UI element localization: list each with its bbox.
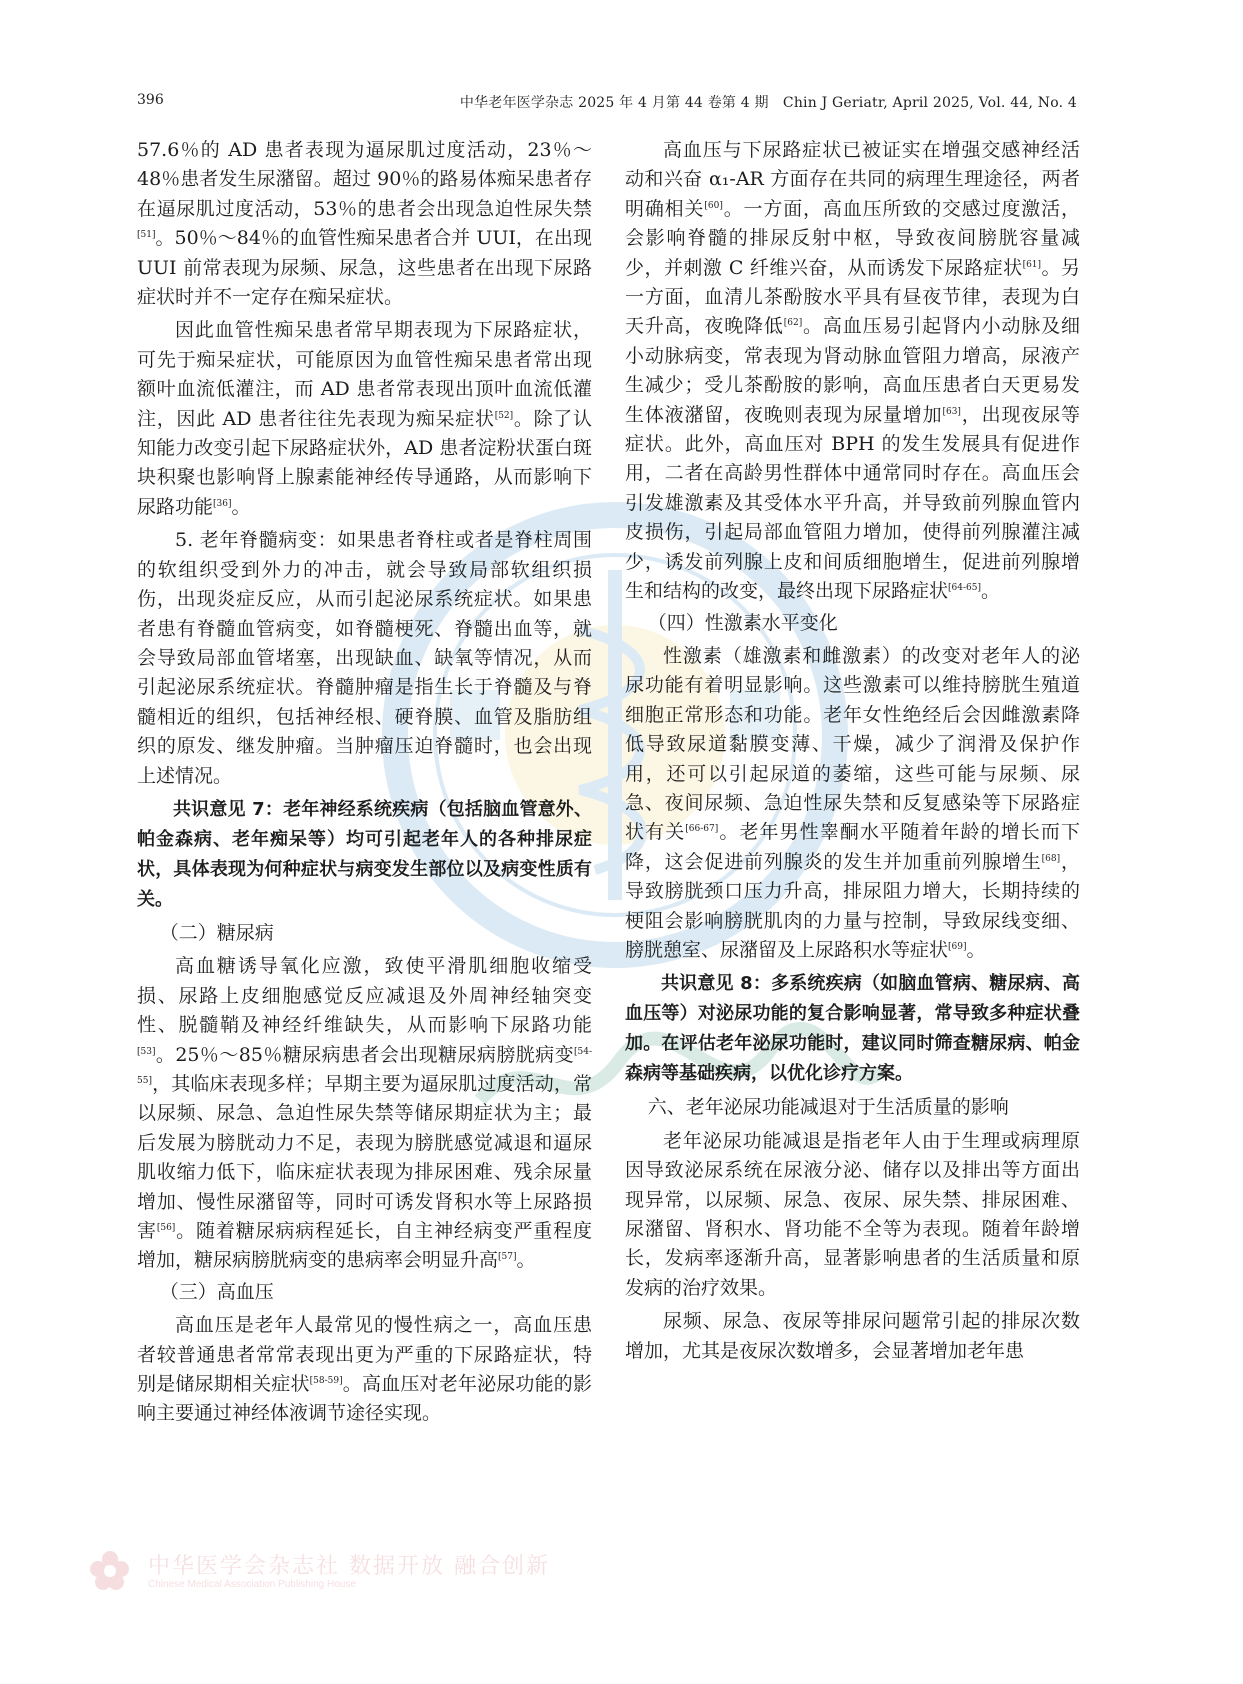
citation: [52] bbox=[494, 410, 514, 421]
citation: [57] bbox=[498, 1252, 517, 1263]
paragraph-hypertension: 高血压是老年人最常见的慢性病之一，高血压患者较普通患者常常表现出更为严重的下尿路症状，特别是储尿期相关症状[58-59]。高血压对老年泌尿功能的影响主要通过神经体液调节途径实现。 bbox=[137, 1314, 592, 1425]
citation: [36] bbox=[213, 498, 232, 509]
citation: [63] bbox=[942, 406, 961, 417]
consensus-7: 共识意见 7：老年神经系统疾病（包括脑血管意外、帕金森病、老年痴呆等）均可引起老年人的各种排尿症状，具体表现为何种症状与病变发生部位以及病变性质有关。 bbox=[137, 798, 592, 910]
section-heading-diabetes: （二）糖尿病 bbox=[159, 921, 274, 944]
citation: [60] bbox=[704, 200, 723, 211]
publisher-logo-text: 中华医学会杂志社 数据开放 融合创新 bbox=[148, 1554, 550, 1579]
citation: [56] bbox=[156, 1223, 176, 1233]
journal-info: 中华老年医学杂志 2025 年 4 月第 44 卷第 4 期 Chin J Geriatr, April 2025, Vol. 44, No. 4 bbox=[459, 95, 1077, 111]
citation: [68] bbox=[1041, 853, 1061, 864]
right-column bbox=[625, 136, 1080, 1366]
publisher-logo-subtext: Chinese Medical Association Publishing House bbox=[148, 1579, 356, 1590]
citation: [58-59] bbox=[309, 1376, 343, 1387]
citation: [66-67] bbox=[685, 824, 719, 835]
paragraph-hypertension-mechanism: 高血压与下尿路症状已被证实在增强交感神经活动和兴奋 α₁-AR 方面存在共同的病理生理途径，两者明确相关[60]。一方面，高血压所致的交感过度激活，会影响脊髓的排尿反射中枢，导致夜间膀胱容量减少，并刺激 C 纤维兴奋，从而诱发下尿路症状[61]。另一方面，血清儿茶酚胺水平具有昼夜节律，表现为白天升高，夜晚降低[62]。高血压易引起肾内小动脉及细小动脉病变，常表现为肾动脉血管阻力增高，尿液产生减少；受儿茶酚胺的影响，高血压患者白天更易发生体液潴留，夜晚则表现为尿量增加[63]，出现夜尿等症状。此外，高血压对 BPH 的发生发展具有促进作用，二者在高龄男性群体中通常同时存在。高血压会引发雄激素及其受体水平升高，并导致前列腺血管内皮损伤，引起局部血管阻力增加，使得前列腺灌注减少，诱发前列腺上皮和间质细胞增生，促进前列腺增生和结构的改变，最终出现下尿路症状[64-65]。 bbox=[625, 139, 1080, 603]
running-header bbox=[137, 92, 1077, 116]
citation: [54-55] bbox=[137, 1046, 592, 1086]
citation: [64-65] bbox=[948, 583, 981, 594]
paragraph-hormones: 性激素（雄激素和雌激素）的改变对老年人的泌尿功能有着明显影响。这些激素可以维持膀胱生殖道细胞正常形态和功能。老年女性绝经后会因雌激素降低导致尿道黏膜变薄、干燥，减少了润滑及保护作用，还可以引起尿道的萎缩，这些可能与尿频、尿急、夜间尿频、急迫性尿失禁和反复感染等下尿路症状有关[66-67]。老年男性睾酮水平随着年龄的增长而下降，这会促进前列腺炎的发生并加重前列腺增生[68]，导致膀胱颈口压力升高，排尿阻力增大，长期持续的梗阻会影响膀胱肌肉的力量与控制，导致尿线变细、膀胱憩室、尿潴留及上尿路积水等症状[69]。 bbox=[625, 644, 1080, 961]
paragraph-urination-frequency: 尿频、尿急、夜尿等排尿问题常引起的排尿次数增加，尤其是夜尿次数增多，会显著增加老年患 bbox=[625, 1310, 1080, 1362]
consensus-8: 共识意见 8：多系统疾病（如脑血管病、糖尿病、高血压等）对泌尿功能的复合影响显著，常导致多种症状叠加。在评估老年泌尿功能时，建议同时筛查糖尿病、帕金森病等基础疾病，以优化诊疗方案。 bbox=[625, 973, 1080, 1085]
paragraph-vascular-dementia: 因此血管性痴呆患者常早期表现为下尿路症状，可先于痴呆症状，可能原因为血管性痴呆患者常出现额叶血流低灌注，而 AD 患者常表现出顶叶血流低灌注，因此 AD 患者往往先表现为痴呆症状[52]。除了认知能力改变引起下尿路症状外，AD 患者淀粉状蛋白斑块积聚也影响肾上腺素能神经传导通路，从而影响下尿路功能[36]。 bbox=[137, 319, 592, 518]
citation: [69] bbox=[948, 941, 967, 952]
paragraph-dementia-rates: 57.6％的 AD 患者表现为逼尿肌过度活动，23％～48％患者发生尿潴留。超过 90％的路易体痴呆患者存在逼尿肌过度活动，53％的患者会出现急迫性尿失禁[51]。50％～84％的血管性痴呆患者合并 UUI，在出现 UUI 前常表现为尿频、尿急，这些患者在出现下尿路症状时并不一定存在痴呆症状。 bbox=[137, 139, 592, 309]
citation: [62] bbox=[783, 318, 803, 329]
paragraph-spinal-lesions: 5. 老年脊髓病变：如果患者脊柱或者是脊柱周围的软组织受到外力的冲击，就会导致局部软组织损伤，出现炎症反应，从而引起泌尿系统症状。如果患者患有脊髓血管病变，如脊髓梗死、脊髓出血等，就会导致局部血管堵塞，出现缺血、缺氧等情况，从而引起泌尿系统症状。脊髓肿瘤是指生长于脊髓及与脊髓相近的组织，包括神经根、硬脊膜、血管及脂肪组织的原发、继发肿瘤。当肿瘤压迫脊髓时，也会出现上述情况。 bbox=[137, 529, 592, 787]
citation: [53] bbox=[137, 1046, 156, 1057]
section-heading-hormone: （四）性激素水平变化 bbox=[647, 611, 838, 634]
page-number: 396 bbox=[137, 92, 164, 108]
publisher-logo bbox=[88, 1545, 648, 1595]
section-heading-hypertension: （三）高血压 bbox=[159, 1280, 274, 1303]
paragraph-decline-definition: 老年泌尿功能减退是指老年人由于生理或病理原因导致泌尿系统在尿液分泌、储存以及排出等方面出现异常，以尿频、尿急、夜尿、尿失禁、排尿困难、尿潴留、肾积水、肾功能不全等为表现。随着年龄增长，发病率逐渐升高，显著影响患者的生活质量和原发病的治疗效果。 bbox=[625, 1129, 1080, 1299]
paragraph-diabetes: 高血糖诱导氧化应激，致使平滑肌细胞收缩受损、尿路上皮细胞感觉反应减退及外周神经轴突变性、脱髓鞘及神经纤维缺失，从而影响下尿路功能[53]。25％～85％糖尿病患者会出现糖尿病膀胱病变[54-55]，其临床表现多样；早期主要为逼尿肌过度活动，常以尿频、尿急、急迫性尿失禁等储尿期症状为主；最后发展为膀胱动力不足，表现为膀胱感觉减退和逼尿肌收缩力低下，临床症状表现为排尿困难、残余尿量增加、慢性尿潴留等，同时可诱发肾积水等上尿路损害[56]。随着糖尿病病程延长，自主神经病变严重程度增加，糖尿病膀胱病变的患病率会明显升高[57]。 bbox=[137, 955, 592, 1272]
flower-logo-icon bbox=[88, 1549, 132, 1593]
section-heading-six: 六、老年泌尿功能减退对于生活质量的影响 bbox=[647, 1096, 1009, 1119]
citation: [51] bbox=[137, 230, 156, 241]
left-column bbox=[137, 136, 592, 1429]
citation: [61] bbox=[1022, 259, 1042, 270]
